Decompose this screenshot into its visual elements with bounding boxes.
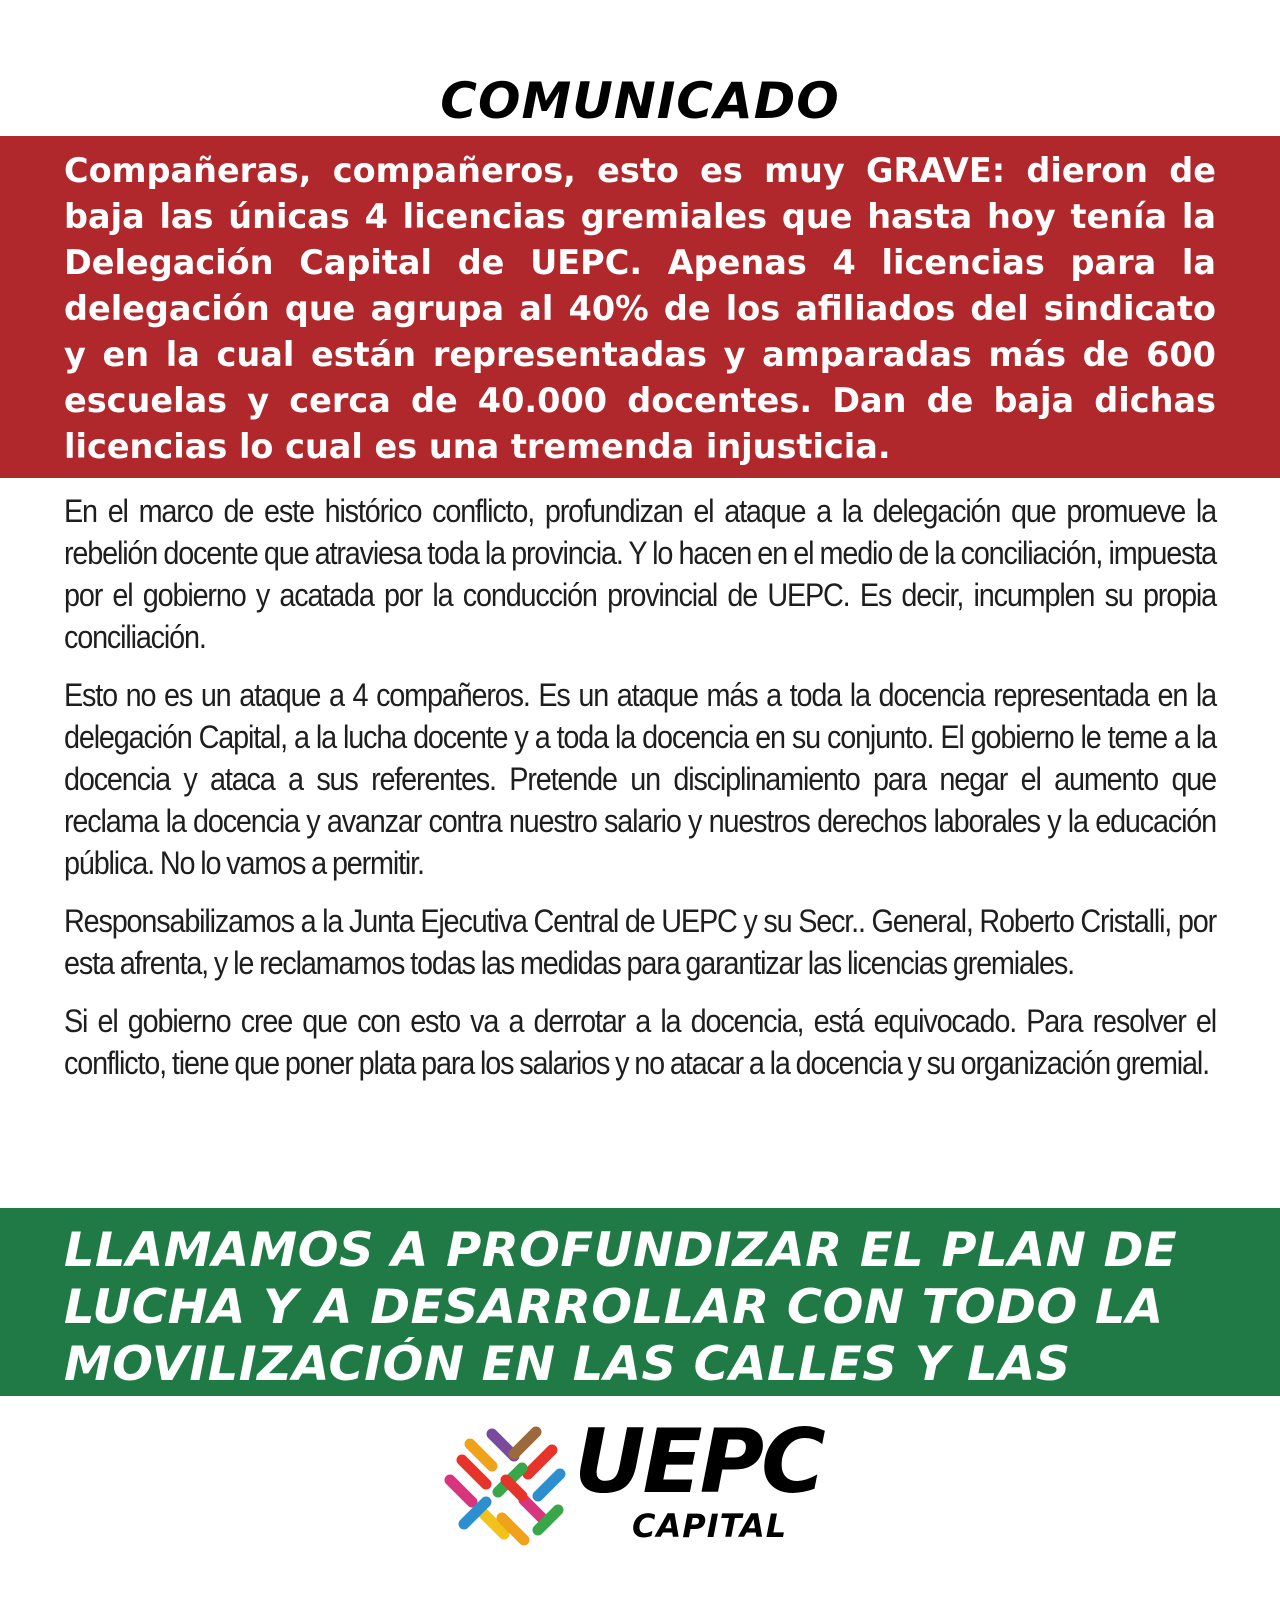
uepc-logo [440,1410,840,1574]
paragraph: En el marco de este histórico conflicto, profundizan el ataque a la delegación que promueve la rebelión docente que atraviesa toda la provincia. Y lo hacen en el medio de la conciliación, impuesta por el gobierno y acatada por la conducción provincial de UEPC. Es decir, incumplen su propia conciliación. [64,493,1216,655]
woven-star-icon [440,1422,570,1552]
alert-text: Compañeras, compañeros, esto es muy GRAVE: dieron de baja las únicas 4 licencias gremiales que hasta hoy tenía la Delegación Capital de UEPC. Apenas 4 licencias para la delegación que agrupa al 40% de los afiliados del sindicato y en la cual están representadas y amparadas más de 600 escuelas y cerca de 40.000 docentes. Dan de baja dichas licencias lo cual es una tremenda injusticia. [64,151,1216,466]
cta-line: MOVILIZACIÓN EN LAS CALLES Y LAS ESCUELAS [64,1337,1071,1449]
call-to-action-banner [0,1208,1280,1449]
cta-line: LUCHA Y A DESARROLLAR CON TODO LA [64,1280,1164,1335]
paragraph: Responsabilizamos a la Junta Ejecutiva Central de UEPC y su Secr.. General, Roberto Cristalli, por esta afrenta, y le reclamamos todas las medidas para garantizar las licencias gremiales. [64,903,1216,981]
paragraph: Esto no es un ataque a 4 compañeros. Es un ataque más a toda la docencia representada en la delegación Capital, a la lucha docente y a toda la docencia en su conjunto. El gobierno le teme a la docencia y ataca a sus referentes. Pretende un disciplinamiento para negar el aumento que reclama la docencia y avanzar contra nuestro salario y nuestros derechos laborales y la educación pública. No lo vamos a permitir. [64,677,1216,881]
paragraph: Si el gobierno cree que con esto va a derrotar a la docencia, está equivocado. Para resolver el conflicto, tiene que poner plata para los salarios y no atacar a la docencia y su organización gremial. [64,1003,1216,1081]
alert-banner [0,136,1280,478]
cta-line: LLAMAMOS A PROFUNDIZAR EL PLAN DE [64,1223,1178,1278]
statement-body [64,490,1216,1100]
logo-wordmark: UEPC [574,1410,823,1513]
logo-subtitle: CAPITAL [632,1507,788,1545]
page-title: COMUNICADO [440,72,840,130]
